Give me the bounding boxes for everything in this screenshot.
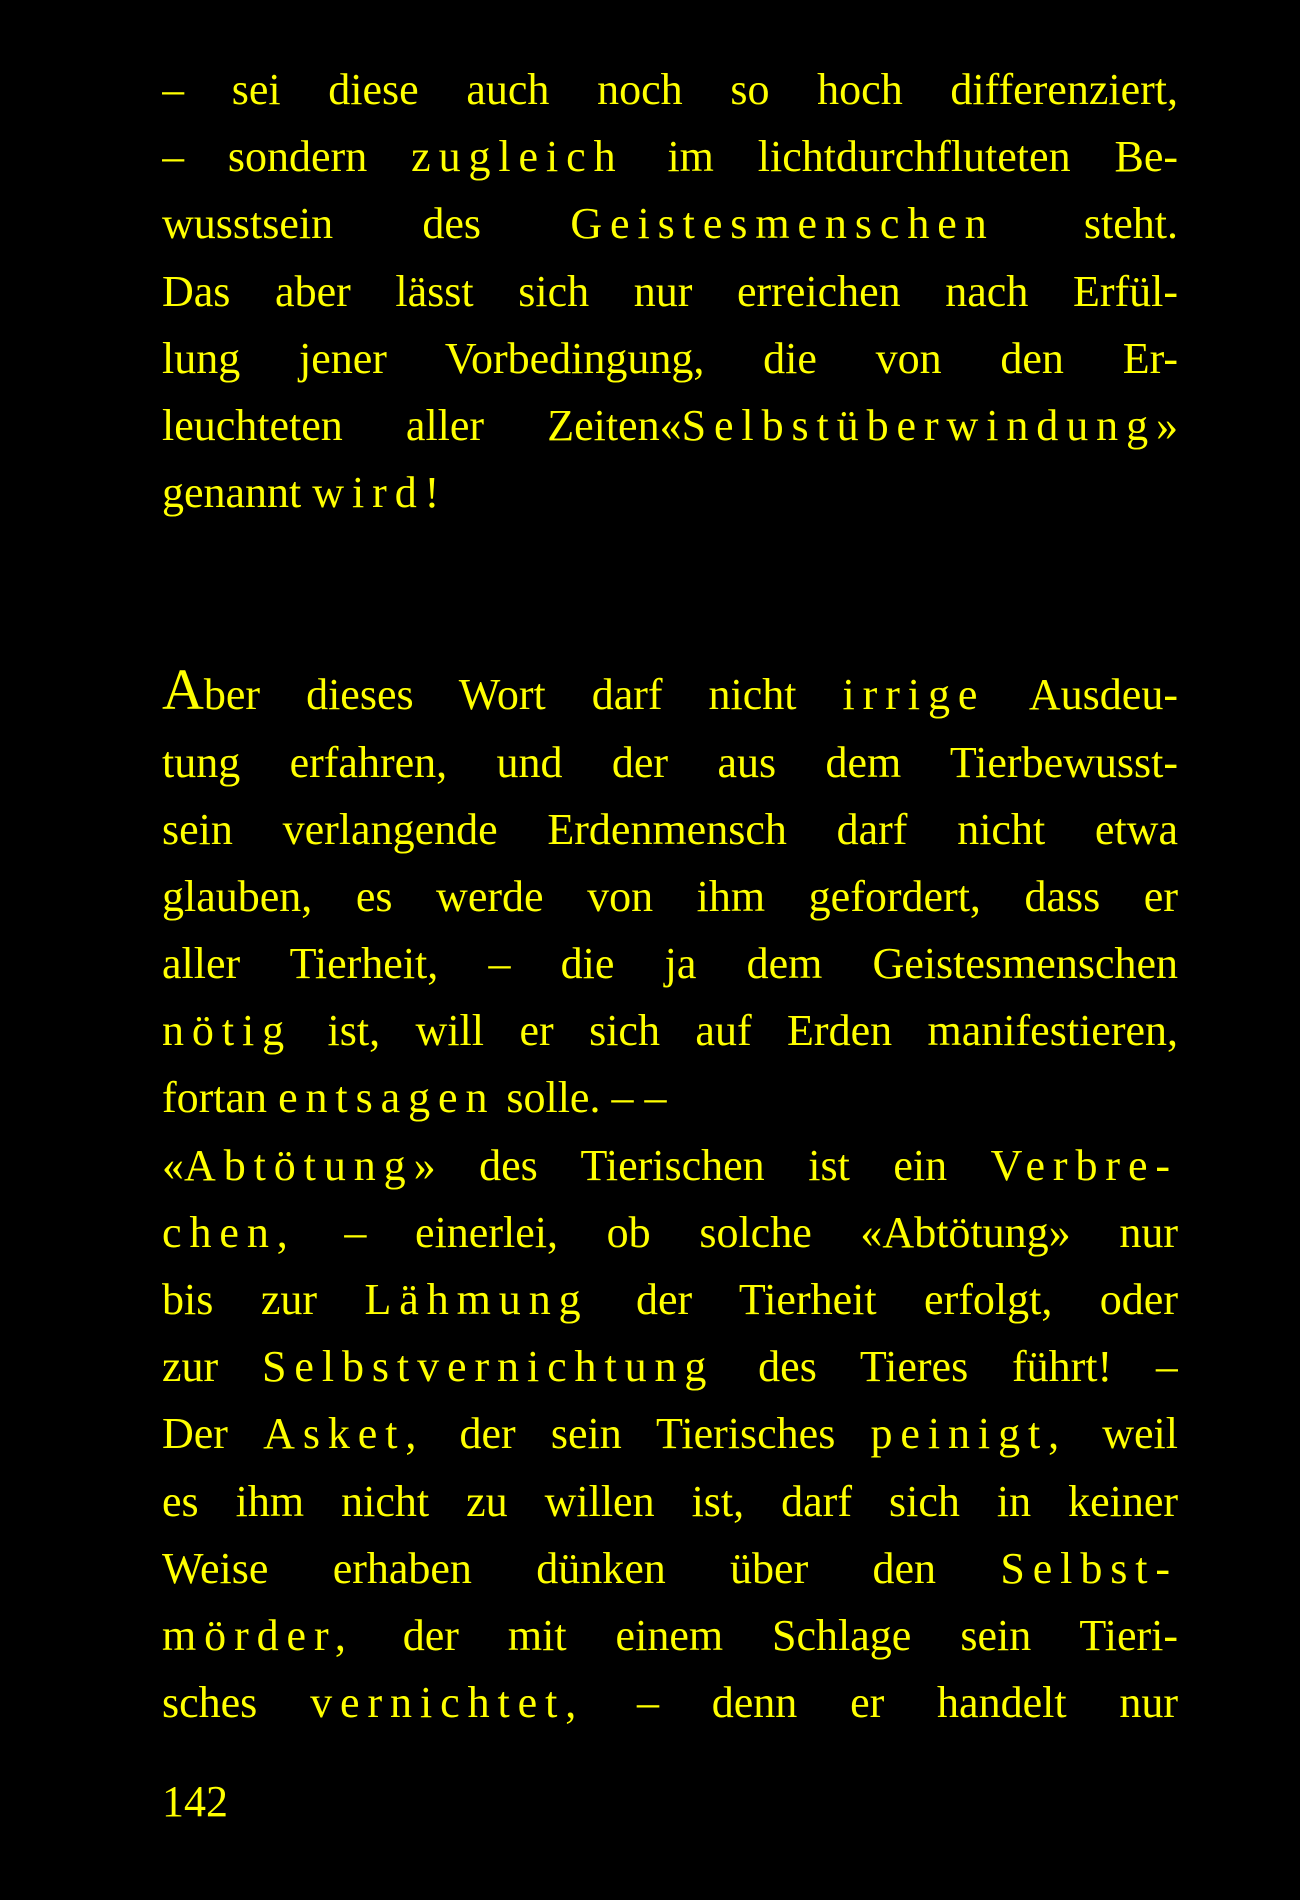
page-number: 142 bbox=[162, 1777, 228, 1826]
text-line: chen, – einerlei, ob solche «Abtötung» nur bbox=[162, 1207, 1178, 1257]
spaced-emphasis: Abtötung bbox=[184, 1140, 414, 1190]
text-line: sches vernichtet, – denn er handelt nur bbox=[162, 1678, 1178, 1728]
spaced-emphasis: Asket, bbox=[263, 1409, 425, 1459]
spaced-emphasis: peinigt, bbox=[870, 1409, 1068, 1459]
spaced-emphasis: Selbst- bbox=[1000, 1543, 1178, 1593]
spaced-emphasis: chen, bbox=[162, 1207, 296, 1257]
spaced-emphasis: Selbstvernichtung bbox=[261, 1342, 715, 1392]
spaced-emphasis: entsagen bbox=[278, 1073, 496, 1123]
paragraph-gap bbox=[162, 526, 1178, 661]
text-line: leuchteten aller Zeiten«Selbstüberwindung» bbox=[162, 400, 1178, 450]
paragraph-2 bbox=[162, 661, 1178, 1736]
text-line: genannt wird! bbox=[162, 468, 448, 518]
text-line: es ihm nicht zu willen ist, darf sich in keiner bbox=[162, 1476, 1178, 1526]
text-line: Weise erhaben dünken über den Selbst- bbox=[162, 1543, 1178, 1593]
paragraph-1 bbox=[162, 56, 1178, 526]
text-line: bis zur Lähmung der Tierheit erfolgt, oder bbox=[162, 1275, 1178, 1324]
text-line: tung erfahren, und der aus dem Tierbewusst- bbox=[162, 737, 1178, 787]
text-line: – sei diese auch noch so hoch differenziert, bbox=[162, 65, 1178, 114]
spaced-emphasis: irrige bbox=[842, 670, 986, 720]
page-text bbox=[162, 56, 1178, 1736]
spaced-emphasis: mörder, bbox=[162, 1610, 354, 1660]
spaced-emphasis: Selbstüberwindung bbox=[681, 400, 1156, 450]
text-line: mörder, der mit einem Schlage sein Tieri- bbox=[162, 1610, 1178, 1660]
spaced-emphasis: Verbre- bbox=[990, 1140, 1178, 1190]
text-line: lung jener Vorbedingung, die von den Er- bbox=[162, 333, 1178, 383]
spaced-emphasis: Geistesmenschen bbox=[570, 199, 995, 249]
spaced-emphasis: zugleich bbox=[411, 132, 624, 182]
text-line: glauben, es werde von ihm gefordert, dass er bbox=[162, 871, 1178, 921]
text-line: zur Selbstvernichtung des Tieres führt! – bbox=[162, 1342, 1178, 1392]
text-line: wusstsein des Geistesmenschen steht. bbox=[162, 199, 1178, 249]
spaced-emphasis: Lähmung bbox=[364, 1275, 589, 1324]
spaced-emphasis: vernichtet, bbox=[310, 1678, 585, 1728]
text-line: nötig ist, will er sich auf Erden manifestieren, bbox=[162, 1006, 1178, 1056]
initial-letter: A bbox=[162, 661, 204, 723]
text-line: fortan entsagen solle. – – bbox=[162, 1073, 667, 1123]
text-line: Der Asket, der sein Tierisches peinigt, weil bbox=[162, 1409, 1178, 1459]
text-line: – sondern zugleich im lichtdurchfluteten Be- bbox=[162, 132, 1178, 182]
spaced-emphasis: wird! bbox=[312, 468, 448, 518]
text-line: Aber dieses Wort darf nicht irrige Ausdeu- bbox=[162, 661, 1178, 728]
text-line: Das aber lässt sich nur erreichen nach Erfül- bbox=[162, 266, 1178, 316]
text-line: aller Tierheit, – die ja dem Geistesmenschen bbox=[162, 939, 1178, 989]
text-line: sein verlangende Erdenmensch darf nicht etwa bbox=[162, 804, 1178, 854]
spaced-emphasis: nötig bbox=[162, 1006, 293, 1056]
text-line: «Abtötung» des Tierischen ist ein Verbre- bbox=[162, 1140, 1178, 1190]
